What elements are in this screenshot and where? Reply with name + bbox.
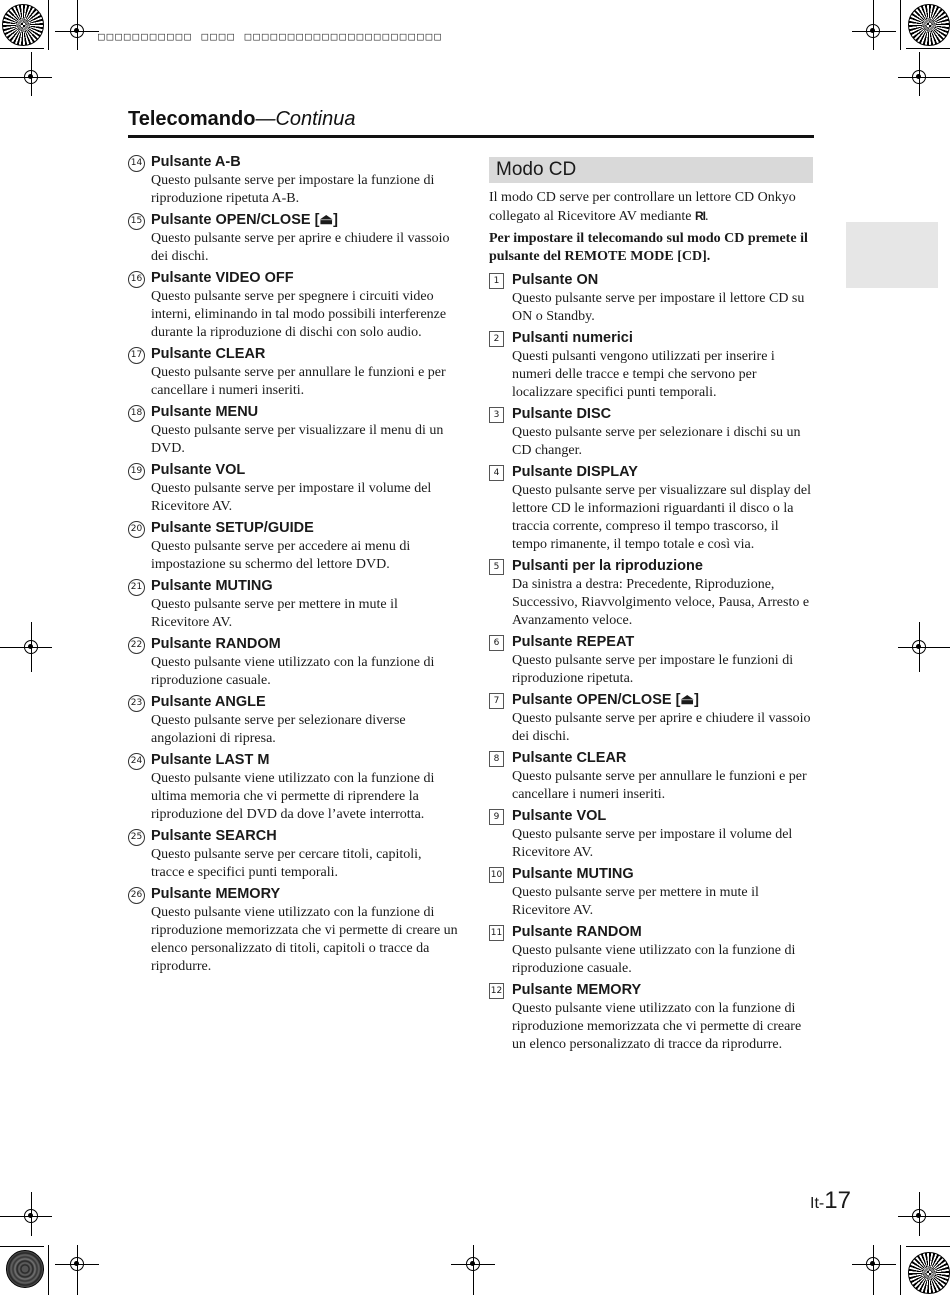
instruction-paragraph: Per impostare il telecomando sul modo CD premete il pulsante del REMOTE MODE [CD]. — [489, 231, 808, 264]
page-number-prefix: It- — [810, 1195, 825, 1212]
crop-line — [31, 52, 32, 96]
item-number: 14 — [128, 155, 145, 172]
item-number: 4 — [489, 465, 504, 481]
crop-line — [0, 77, 52, 78]
list-item — [489, 923, 816, 978]
item-number: 17 — [128, 347, 145, 364]
item-description: Questo pulsante serve per selezionare diverse angolazioni di ripresa. — [151, 713, 406, 746]
crop-line — [919, 1192, 920, 1236]
crop-line — [0, 48, 44, 49]
crop-line — [0, 1216, 52, 1217]
item-title: Pulsante LAST M — [151, 752, 270, 768]
item-title: Pulsante OPEN/CLOSE [⏏] — [512, 692, 699, 708]
list-item — [489, 807, 816, 862]
item-number: 5 — [489, 559, 504, 575]
list-item — [489, 463, 816, 554]
item-number: 11 — [489, 925, 504, 941]
page-title — [128, 108, 356, 131]
crop-line — [900, 0, 901, 50]
item-title: Pulsante MENU — [151, 404, 259, 420]
crop-line — [77, 1245, 78, 1295]
crop-line — [906, 48, 950, 49]
list-item — [128, 751, 458, 824]
crop-line — [906, 1246, 950, 1247]
item-description: Questo pulsante serve per impostare il lettore CD su ON o Standby. — [512, 291, 805, 324]
list-item — [128, 345, 458, 400]
item-description: Questo pulsante serve per impostare il volume del Ricevitore AV. — [151, 481, 432, 514]
item-number: 21 — [128, 579, 145, 596]
list-item — [128, 211, 458, 266]
right-column — [489, 157, 816, 1057]
item-description: Questi pulsanti vengono utilizzati per inserire i numeri delle tracce e tempi che servono per localizzare specifici punti temporali. — [512, 349, 775, 400]
item-description: Da sinistra a destra: Precedente, Riproduzione, Successivo, Riavvolgimento veloce, Pausa, Arresto e Avanzamento veloce. — [512, 577, 810, 628]
item-number: 24 — [128, 753, 145, 770]
item-description: Questo pulsante serve per selezionare i dischi su un CD changer. — [512, 425, 801, 458]
item-number: 22 — [128, 637, 145, 654]
item-title: Pulsante CLEAR — [512, 750, 627, 766]
list-item — [128, 577, 458, 632]
crop-line — [0, 1246, 44, 1247]
item-number: 1 — [489, 273, 504, 289]
page-title-text: Telecomando — [128, 108, 256, 130]
item-description: Questo pulsante viene utilizzato con la funzione di riproduzione casuale. — [512, 943, 796, 976]
registration-burst-bottom-right — [908, 1252, 950, 1294]
item-number: 8 — [489, 751, 504, 767]
list-item — [128, 461, 458, 516]
item-description: Questo pulsante serve per impostare il volume del Ricevitore AV. — [512, 827, 793, 860]
item-number: 2 — [489, 331, 504, 347]
item-description: Questo pulsante serve per visualizzare il menu di un DVD. — [151, 423, 444, 456]
item-description: Questo pulsante serve per spegnere i circuiti video interni, eliminando in tal modo possibili interferenze durante la riproduzione di dischi con solo audio. — [151, 289, 447, 340]
item-description: Questo pulsante serve per impostare le funzioni di riproduzione ripetuta. — [512, 653, 794, 686]
item-description: Questo pulsante serve per annullare le funzioni e per cancellare i numeri inseriti. — [512, 769, 807, 802]
list-item — [489, 329, 816, 402]
item-number: 25 — [128, 829, 145, 846]
item-title: Pulsanti numerici — [512, 330, 633, 346]
crop-line — [48, 1245, 49, 1295]
list-item — [489, 557, 816, 630]
item-number: 23 — [128, 695, 145, 712]
item-title: Pulsante REPEAT — [512, 634, 635, 650]
crop-line — [55, 1264, 99, 1265]
item-number: 9 — [489, 809, 504, 825]
item-title: Pulsante RANDOM — [512, 924, 642, 940]
crop-line — [919, 52, 920, 96]
list-item — [489, 271, 816, 326]
item-number: 12 — [489, 983, 504, 999]
item-title: Pulsante MEMORY — [512, 982, 642, 998]
item-description: Questo pulsante serve per impostare la funzione di riproduzione ripetuta A-B. — [151, 173, 435, 206]
crop-line — [898, 1216, 950, 1217]
registration-burst-top-left — [2, 4, 44, 46]
list-item — [489, 405, 816, 460]
item-description: Questo pulsante serve per mettere in mute il Ricevitore AV. — [512, 885, 759, 918]
item-number: 7 — [489, 693, 504, 709]
item-description: Questo pulsante serve per aprire e chiudere il vassoio dei dischi. — [151, 231, 450, 264]
item-description: Questo pulsante viene utilizzato con la funzione di riproduzione memorizzata che vi permette di creare un elenco personalizzato di titoli, capitoli o tracce da riprodurre. — [151, 905, 458, 974]
left-column — [128, 153, 458, 979]
item-description: Questo pulsante serve per mettere in mute il Ricevitore AV. — [151, 597, 398, 630]
item-title: Pulsante CLEAR — [151, 346, 266, 362]
item-description: Questo pulsante serve per cercare titoli, capitoli, tracce e specifici punti temporali. — [151, 847, 422, 880]
list-item — [128, 153, 458, 208]
item-description: Questo pulsante serve per annullare le funzioni e per cancellare i numeri inseriti. — [151, 365, 446, 398]
list-item — [128, 519, 458, 574]
item-number: 6 — [489, 635, 504, 651]
list-item — [489, 633, 816, 688]
list-item — [128, 693, 458, 748]
item-title: Pulsante VOL — [151, 462, 246, 478]
item-title: Pulsante SEARCH — [151, 828, 277, 844]
intro-paragraph — [489, 189, 816, 226]
item-number: 16 — [128, 271, 145, 288]
crop-line — [873, 0, 874, 50]
section-heading: Modo CD — [489, 157, 813, 183]
list-item — [128, 885, 458, 976]
item-title: Pulsante RANDOM — [151, 636, 281, 652]
item-title: Pulsanti per la riproduzione — [512, 558, 703, 574]
crop-line — [0, 647, 52, 648]
list-item — [128, 635, 458, 690]
list-item — [128, 827, 458, 882]
page-number — [810, 1187, 851, 1215]
item-number: 3 — [489, 407, 504, 423]
item-title: Pulsante A-B — [151, 154, 241, 170]
item-title: Pulsante VIDEO OFF — [151, 270, 294, 286]
crop-line — [852, 1264, 896, 1265]
item-title: Pulsante VOL — [512, 808, 607, 824]
list-item — [128, 403, 458, 458]
cd-mode-list — [489, 271, 816, 1054]
item-description: Questo pulsante serve per visualizzare sul display del lettore CD le informazioni riguardanti il disco o la traccia corrente, compreso il tempo trascorso, il tempo rimanente, il tempo totale e così via. — [512, 483, 811, 552]
item-number: 18 — [128, 405, 145, 422]
crop-line — [900, 1245, 901, 1295]
header-rule — [128, 135, 814, 138]
crop-line — [898, 77, 950, 78]
item-title: Pulsante ANGLE — [151, 694, 266, 710]
crop-line — [48, 0, 49, 50]
crop-line — [852, 31, 896, 32]
list-item — [489, 749, 816, 804]
list-item — [489, 981, 816, 1054]
registration-burst-bottom-left — [6, 1250, 44, 1288]
item-description: Questo pulsante viene utilizzato con la funzione di riproduzione casuale. — [151, 655, 435, 688]
list-item — [489, 865, 816, 920]
ri-logo-icon: RI — [694, 209, 705, 223]
item-title: Pulsante DISC — [512, 406, 612, 422]
crop-line — [451, 1264, 495, 1265]
item-title: Pulsante SETUP/GUIDE — [151, 520, 314, 536]
item-number: 20 — [128, 521, 145, 538]
intro-end: . — [704, 209, 709, 224]
page-title-continued: —Continua — [255, 108, 356, 130]
item-title: Pulsante DISPLAY — [512, 464, 638, 480]
item-number: 15 — [128, 213, 145, 230]
crop-line — [473, 1245, 474, 1295]
page-number-value: 17 — [824, 1187, 851, 1214]
list-item — [128, 269, 458, 342]
item-number: 26 — [128, 887, 145, 904]
item-title: Pulsante MEMORY — [151, 886, 281, 902]
item-title: Pulsante ON — [512, 272, 599, 288]
crop-line — [873, 1245, 874, 1295]
intro-text: Il modo CD serve per controllare un lettore CD Onkyo collegato al Ricevitore AV mediante — [489, 190, 796, 224]
side-tab — [846, 222, 938, 288]
file-slug: □□□□□□□□□□□ □□□□ □□□□□□□□□□□□□□□□□□□□□□□ — [98, 30, 443, 43]
item-description: Questo pulsante viene utilizzato con la funzione di ultima memoria che vi permette di riprendere la riproduzione del DVD da dove l’avete interrotta. — [151, 771, 435, 822]
item-description: Questo pulsante serve per aprire e chiudere il vassoio dei dischi. — [512, 711, 811, 744]
crop-line — [55, 31, 99, 32]
crop-line — [898, 647, 950, 648]
list-item — [489, 691, 816, 746]
crop-line — [31, 1192, 32, 1236]
registration-burst-top-right — [908, 4, 950, 46]
item-number: 10 — [489, 867, 504, 883]
item-title: Pulsante MUTING — [512, 866, 634, 882]
item-description: Questo pulsante serve per accedere ai menu di impostazione su schermo del lettore DVD. — [151, 539, 411, 572]
item-description: Questo pulsante viene utilizzato con la funzione di riproduzione memorizzata che vi permette di creare un elenco personalizzato di tracce da riprodurre. — [512, 1001, 802, 1052]
item-title: Pulsante OPEN/CLOSE [⏏] — [151, 212, 338, 228]
crop-line — [77, 0, 78, 50]
item-title: Pulsante MUTING — [151, 578, 273, 594]
item-number: 19 — [128, 463, 145, 480]
